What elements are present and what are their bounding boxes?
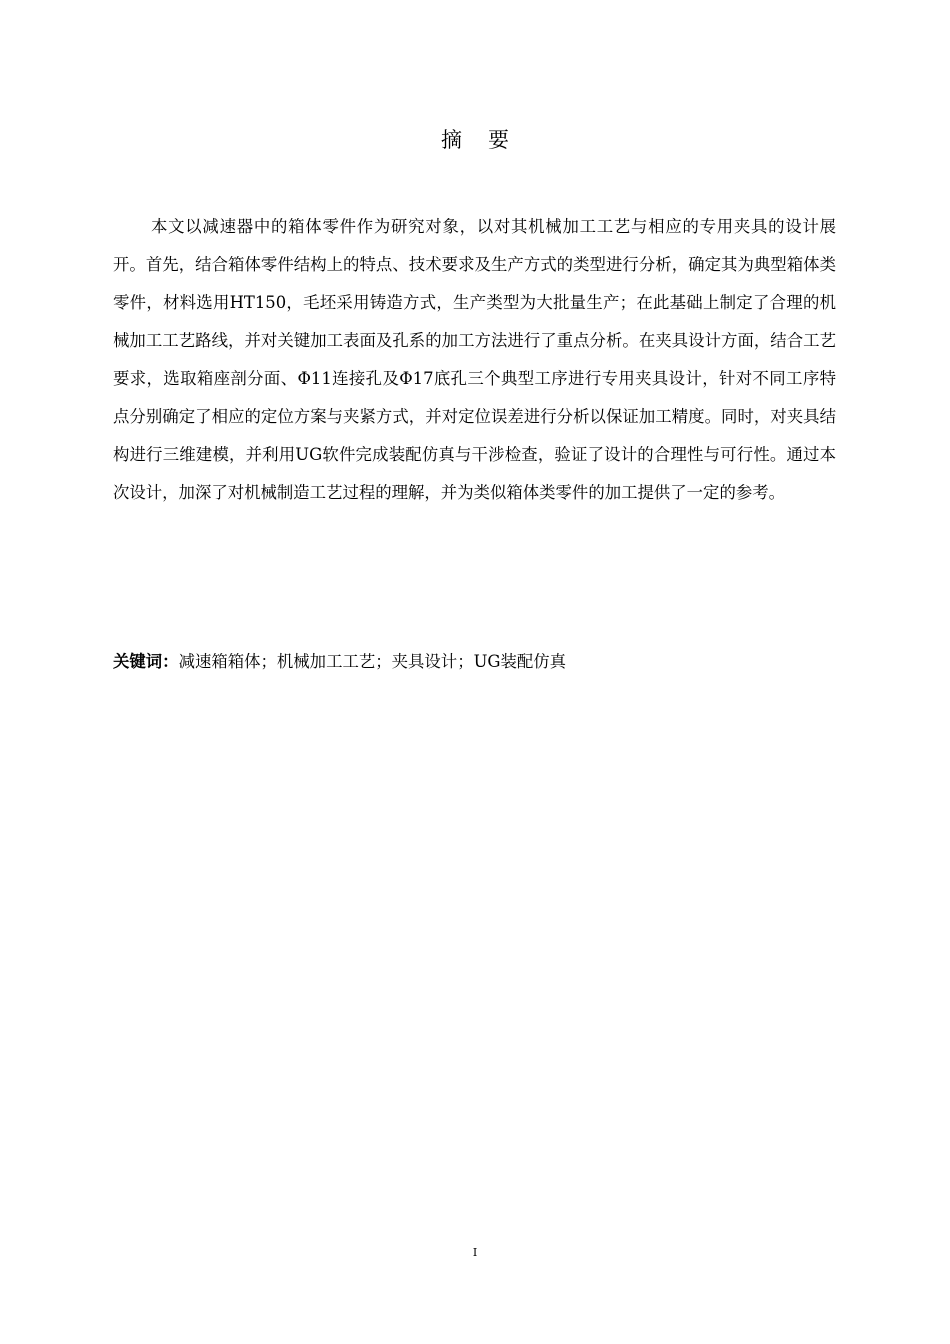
abstract-paragraph: 本文以减速器中的箱体零件作为研究对象，以对其机械加工工艺与相应的专用夹具的设计展开。首先，结合箱体零件结构上的特点、技术要求及生产方式的类型进行分析，确定其为典型箱体类零件，材料选用HT150，毛坯采用铸造方式，生产类型为大批量生产；在此基础上制定了合理的机械加工工艺路线，并对关键加工表面及孔系的加工方法进行了重点分析。在夹具设计方面，结合工艺要求，选取箱座剖分面、Φ11连接孔及Φ17底孔三个典型工序进行专用夹具设计，针对不同工序特点分别确定了相应的定位方案与夹紧方式，并对定位误差进行分析以保证加工精度。同时，对夹具结构进行三维建模，并利用UG软件完成装配仿真与干涉检查，验证了设计的合理性与可行性。通过本次设计，加深了对机械制造工艺过程的理解，并为类似箱体类零件的加工提供了一定的参考。 <box>113 217 836 502</box>
page-title: 摘要 <box>441 128 535 152</box>
keywords-text: 减速箱箱体；机械加工工艺；夹具设计；UG装配仿真 <box>178 652 567 671</box>
keywords-label: 关键词： <box>113 652 179 671</box>
page-number: I <box>472 1246 478 1259</box>
keywords-line <box>113 646 836 678</box>
